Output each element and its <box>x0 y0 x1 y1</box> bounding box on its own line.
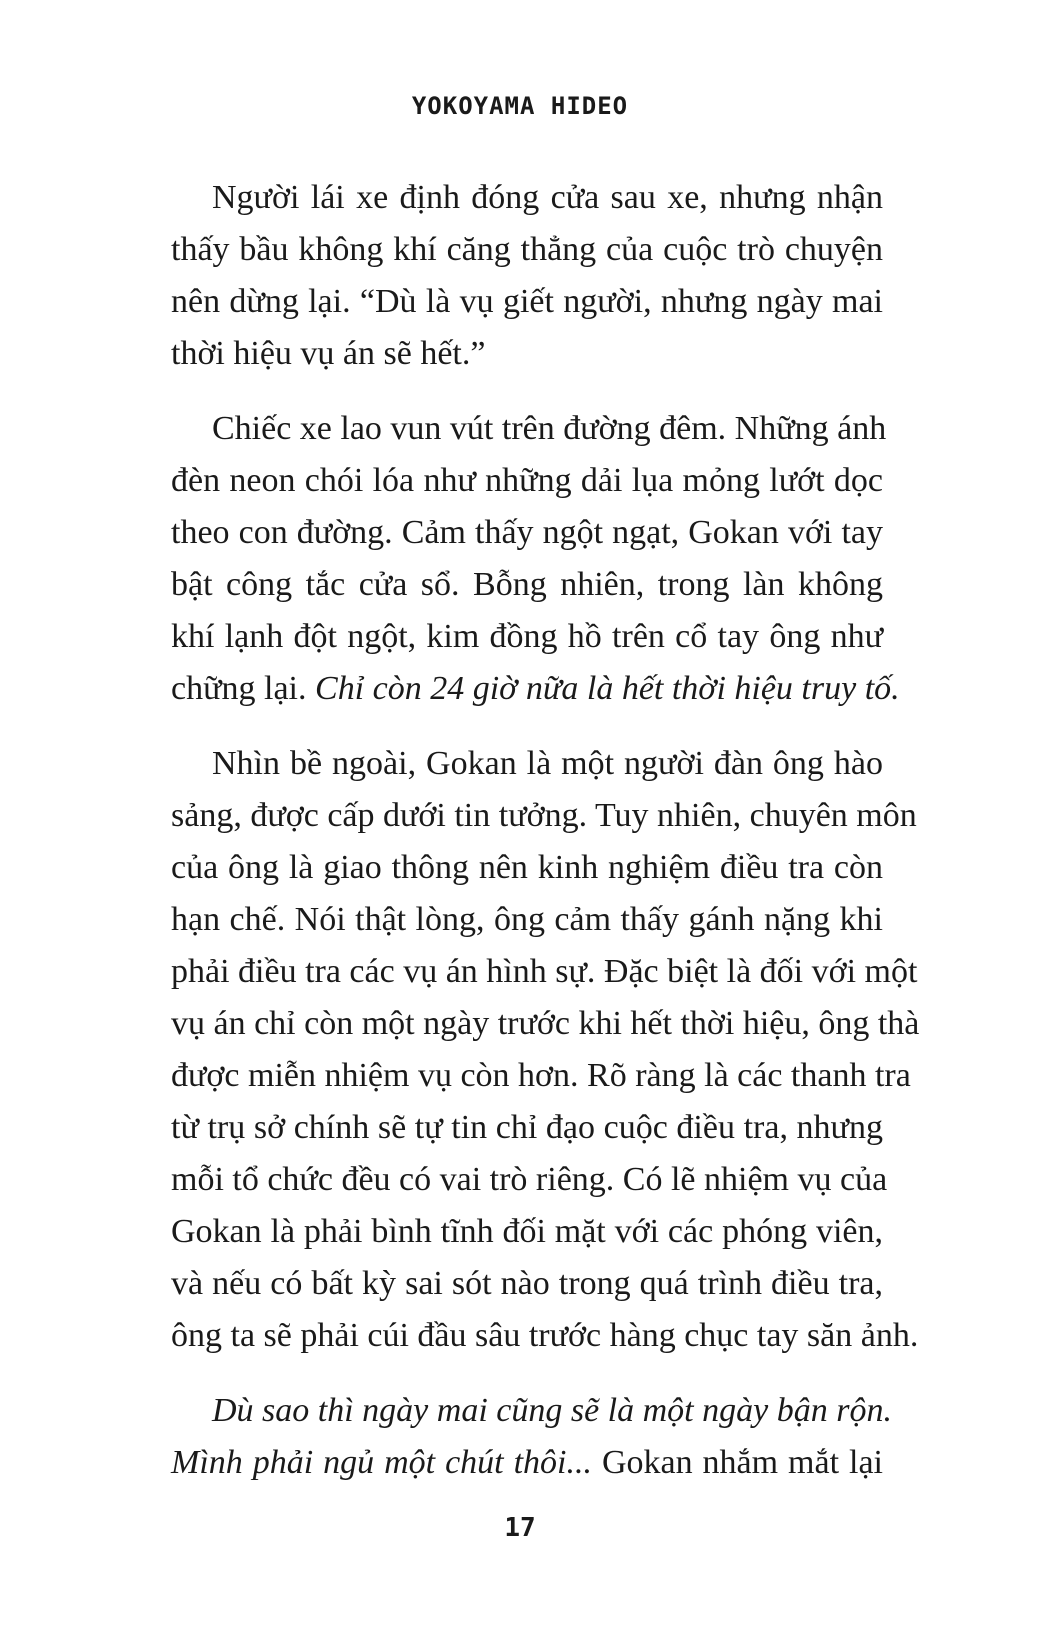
text-line: Gokan là phải bình tĩnh đối mặt với các phóng viên, <box>171 1213 883 1250</box>
text-line: Nhìn bề ngoài, Gokan là một người đàn ông hào <box>212 745 883 782</box>
text-line: được miễn nhiệm vụ còn hơn. Rõ ràng là các thanh tra <box>171 1057 911 1094</box>
text-line: Chiếc xe lao vun vút trên đường đêm. Những ánh <box>212 410 887 447</box>
page-number: 17 <box>504 1513 536 1543</box>
text-line: của ông là giao thông nên kinh nghiệm điều tra còn <box>171 849 883 886</box>
paragraph-1 <box>171 172 883 380</box>
text-line <box>171 1385 892 1437</box>
paragraph-2 <box>171 403 900 715</box>
text-line: từ trụ sở chính sẽ tự tin chỉ đạo cuộc điều tra, nhưng <box>171 1109 883 1146</box>
text-line: và nếu có bất kỳ sai sót nào trong quá trình điều tra, <box>171 1265 883 1302</box>
text-plain: chững lại. <box>171 670 316 707</box>
text-line: bật công tắc cửa sổ. Bỗng nhiên, trong làn không <box>171 566 883 603</box>
text-line: khí lạnh đột ngột, kim đồng hồ trên cổ tay ông như <box>171 618 883 655</box>
text-line: đèn neon chói lóa như những dải lụa mỏng lướt dọc <box>171 462 883 499</box>
text-italic: Dù sao thì ngày mai cũng sẽ là một ngày bận rộn. <box>212 1392 892 1429</box>
text-line: thời hiệu vụ án sẽ hết.” <box>171 335 486 372</box>
text-plain: Gokan nhắm mắt lại <box>591 1444 883 1481</box>
text-line: mỗi tổ chức đều có vai trò riêng. Có lẽ nhiệm vụ của <box>171 1161 888 1198</box>
text-line <box>171 1437 883 1489</box>
running-header: YOKOYAMA HIDEO <box>411 92 629 120</box>
text-line: hạn chế. Nói thật lòng, ông cảm thấy gánh nặng khi <box>171 901 883 938</box>
text-line: nên dừng lại. “Dù là vụ giết người, nhưng ngày mai <box>171 283 883 320</box>
text-line: thấy bầu không khí căng thẳng của cuộc trò chuyện <box>171 231 883 268</box>
text-line: theo con đường. Cảm thấy ngột ngạt, Gokan với tay <box>171 514 883 551</box>
text-line <box>171 663 900 715</box>
text-line: vụ án chỉ còn một ngày trước khi hết thời hiệu, ông thà <box>171 1005 920 1042</box>
text-line: phải điều tra các vụ án hình sự. Đặc biệt là đối với một <box>171 953 918 990</box>
paragraph-3 <box>171 738 920 1362</box>
paragraph-4 <box>171 1385 892 1489</box>
body-text <box>171 172 920 1512</box>
text-italic: Mình phải ngủ một chút thôi... <box>171 1444 592 1481</box>
text-line: Người lái xe định đóng cửa sau xe, nhưng nhận <box>212 179 883 216</box>
text-italic: Chỉ còn 24 giờ nữa là hết thời hiệu truy tố. <box>315 670 900 707</box>
text-line: sảng, được cấp dưới tin tưởng. Tuy nhiên, chuyên môn <box>171 797 917 834</box>
text-line: ông ta sẽ phải cúi đầu sâu trước hàng chục tay săn ảnh. <box>171 1317 919 1354</box>
